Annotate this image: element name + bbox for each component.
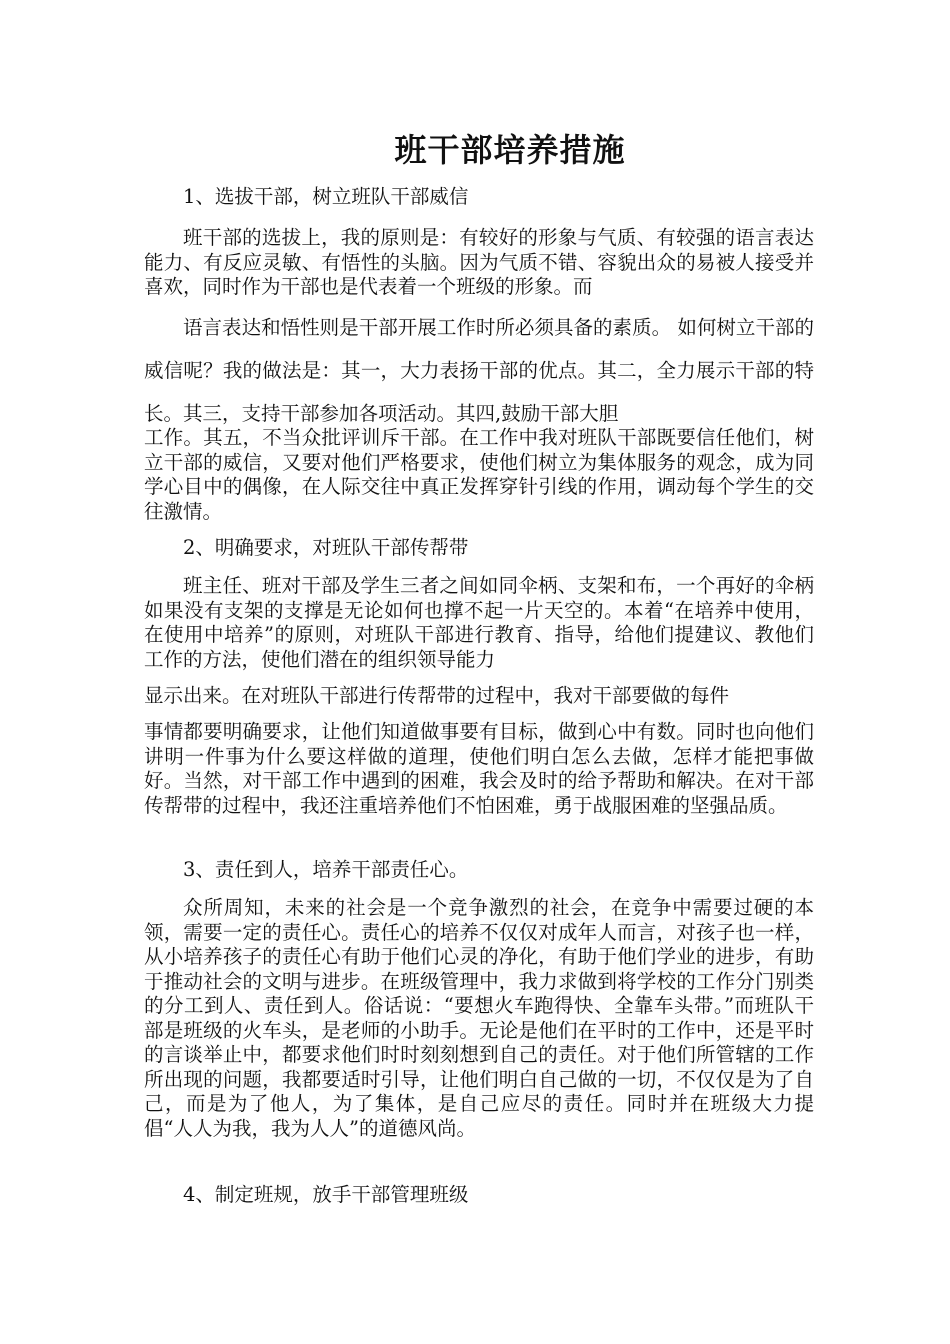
section-heading-1: 1、选拔干部，树立班队干部威信 [183,185,469,208]
section-1-paragraph-1: 班干部的选拔上，我的原则是：有较好的形象与气质、有较强的语言表达能力、有反应灵敏、有悟性的头脑。因为气质不错、容貌出众的易被人接受并喜欢，同时作为干部也是代表着一个班级的形象。而 [144,226,814,298]
section-2-paragraph-1: 班主任、班对干部及学生三者之间如同伞柄、支架和布，一个再好的伞柄如果没有支架的支撑是无论如何也撑不起一片天空的。本着“在培养中使用，在使用中培养”的原则，对班队干部进行教育、指导，给他们提建议、教他们工作的方法，使他们潜在的组织领导能力 [144,574,814,671]
section-heading-4: 4、制定班规，放手干部管理班级 [183,1183,469,1206]
section-heading-3: 3、责任到人，培养干部责任心。 [183,858,469,881]
page-title: 班干部培养措施 [394,131,626,169]
section-1-paragraph-2: 语言表达和悟性则是干部开展工作时所必须具备的素质。 如何树立干部的威信呢？我的做法是：其一，大力表扬干部的优点。其二，全力展示干部的特长。其三，支持干部参加各项活动。其四,鼓励干部大胆 [144,316,814,425]
section-2-paragraph-3: 事情都要明确要求，让他们知道做事要有目标，做到心中有数。同时也向他们讲明一件事为什么要这样做的道理，使他们明白怎么去做，怎样才能把事做好。当然，对干部工作中遇到的困难，我会及时的给予帮助和解决。在对干部传帮带的过程中，我还注重培养他们不怕困难，勇于战服困难的坚强品质。 [144,720,814,817]
section-2-paragraph-2: 显示出来。在对班队干部进行传帮带的过程中，我对干部要做的每件 [144,684,730,707]
section-3-paragraph-1: 众所周知，未来的社会是一个竞争激烈的社会，在竞争中需要过硬的本领，需要一定的责任心。责任心的培养不仅仅对成年人而言，对孩子也一样，从小培养孩子的责任心有助于他们心灵的净化，有助于他们学业的进步，有助于推动社会的文明与进步。在班级管理中，我力求做到将学校的工作分门别类的分工到人、责任到人。俗话说：“要想火车跑得快、全靠车头带。”而班队干部是班级的火车头，是老师的小助手。无论是他们在平时的工作中，还是平时的言谈举止中，都要求他们时时刻刻想到自己的责任。对于他们所管辖的工作所出现的问题，我都要适时引导，让他们明白自己做的一切，不仅仅是为了自己，而是为了他人，为了集体，是自己应尽的责任。同时并在班级大力提倡“人人为我，我为人人”的道德风尚。 [144,896,814,1140]
section-1-paragraph-3: 工作。其五，不当众批评训斥干部。在工作中我对班队干部既要信任他们，树立干部的威信，又要对他们严格要求，使他们树立为集体服务的观念，成为同学心目中的偶像，在人际交往中真正发挥穿针引线的作用，调动每个学生的交往激情。 [144,426,814,523]
section-heading-2: 2、明确要求，对班队干部传帮带 [183,536,469,559]
